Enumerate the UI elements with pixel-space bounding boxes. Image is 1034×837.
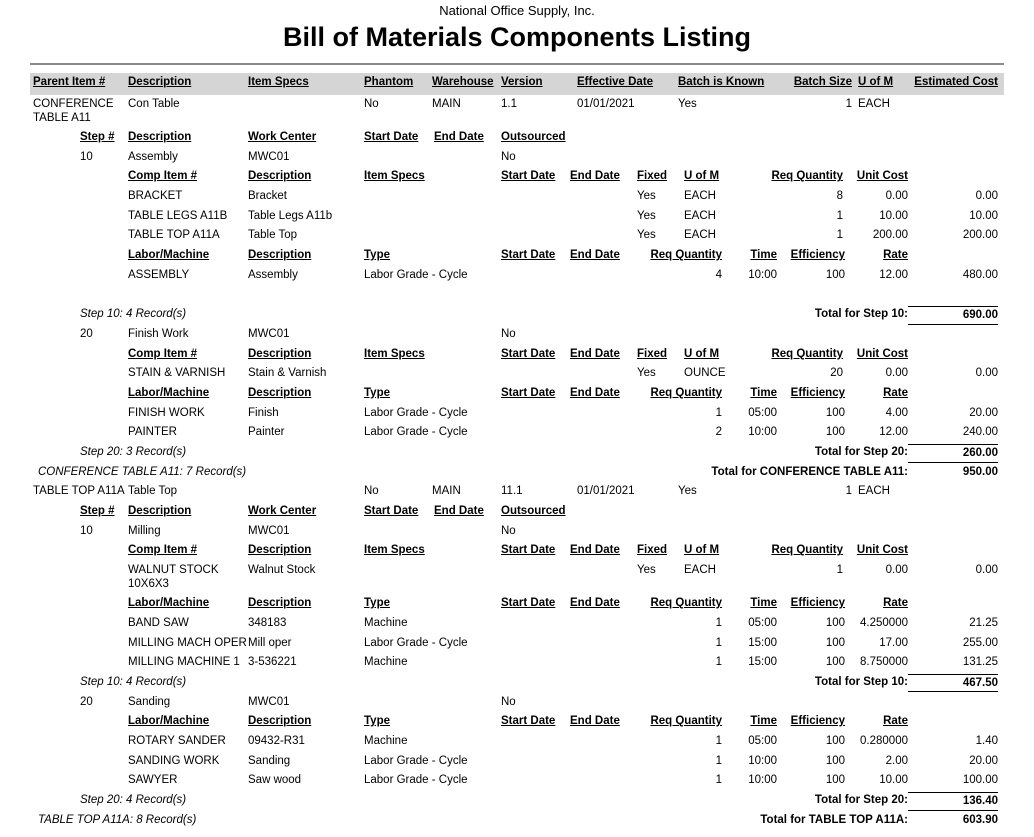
cell-phantom: No <box>364 98 379 110</box>
cell-comp: TABLE LEGS A11B <box>128 209 228 222</box>
cell-precs: TABLE TOP A11A: 8 Record(s) <box>38 813 197 826</box>
cell-cdesc: Description <box>248 347 312 360</box>
labor-row <box>30 614 1004 634</box>
cell-specs1: Item Specs <box>248 76 309 88</box>
report-body <box>0 73 1034 830</box>
cell-eff: Effective Date <box>577 76 654 88</box>
cell-ltype: Type <box>364 249 390 262</box>
cell-effi: 100 <box>825 656 845 669</box>
cell-time: 10:00 <box>748 754 777 767</box>
step-header-row <box>30 128 1004 148</box>
cell-rate: 8.750000 <box>860 656 908 669</box>
cell-lreq: Req Quantity <box>650 715 722 728</box>
cell-ced: End Date <box>570 597 620 610</box>
cell-lm: Labor/Machine <box>128 386 210 399</box>
cell-time: 15:00 <box>748 656 777 669</box>
cell-ltype: Labor Grade - Cycle <box>364 268 468 281</box>
cell-csd: Start Date <box>501 347 556 360</box>
cell-cdesc: 348183 <box>248 616 287 629</box>
cell-csd: Start Date <box>501 715 556 728</box>
cell-est: 10.00 <box>969 209 998 222</box>
cell-time: Time <box>750 715 777 728</box>
cell-creq: Req Quantity <box>771 170 843 183</box>
cell-desc1: Finish Work <box>128 327 189 340</box>
component-row <box>30 207 1004 227</box>
cell-creq: Req Quantity <box>771 544 843 557</box>
cell-creq: 8 <box>836 190 843 203</box>
cell-ltype: Machine <box>364 734 408 747</box>
cell-cdesc: Description <box>248 249 312 262</box>
cell-cdesc: Mill oper <box>248 636 292 649</box>
cell-parent: TABLE TOP A11A <box>33 485 125 498</box>
cell-lm: FINISH WORK <box>128 406 205 419</box>
cell-lm: BAND SAW <box>128 616 189 629</box>
cell-desc1: Assembly <box>128 150 178 163</box>
cell-cdesc: Walnut Stock <box>248 564 316 577</box>
labor-row <box>30 771 1004 791</box>
cell-time: Time <box>750 249 777 262</box>
cell-fixed: Yes <box>637 209 656 222</box>
cell-ltype: Machine <box>364 656 408 669</box>
cell-time: 10:00 <box>748 268 777 281</box>
cell-time: 10:00 <box>748 426 777 439</box>
cell-ltype: Type <box>364 386 390 399</box>
cell-cdesc: Saw wood <box>248 774 302 787</box>
cell-fixed: Yes <box>637 564 656 577</box>
cell-comp: STAIN & VARNISH <box>128 367 226 380</box>
cell-cdesc: 3-536221 <box>248 656 297 669</box>
cell-comp: Comp Item # <box>128 347 198 360</box>
cell-lreq: 1 <box>715 656 722 669</box>
cell-effi: 100 <box>825 406 845 419</box>
cell-est: 200.00 <box>962 229 998 242</box>
cell-lm: PAINTER <box>128 426 177 439</box>
cell-lm: Labor/Machine <box>128 597 210 610</box>
cell-rate: 2.00 <box>885 754 908 767</box>
labor-row <box>30 732 1004 752</box>
component-header-row <box>30 345 1004 365</box>
cell-creq: 1 <box>836 564 843 577</box>
cell-lm: ASSEMBLY <box>128 268 190 281</box>
cell-ced: End Date <box>570 544 620 557</box>
cell-bsize: Batch Size <box>793 76 852 88</box>
cell-est: 0.00 <box>975 367 998 380</box>
cell-ucost: 0.00 <box>885 190 908 203</box>
cell-est: 0.00 <box>975 190 998 203</box>
cell-outs: No <box>501 524 516 537</box>
cell-est: 131.25 <box>962 656 998 669</box>
cell-lreq: Req Quantity <box>650 249 722 262</box>
cell-desc1: Milling <box>128 524 161 537</box>
cell-ced: End Date <box>570 386 620 399</box>
cell-step: Step # <box>80 131 115 143</box>
table-header-row <box>30 73 1004 95</box>
step-total-row <box>30 673 1004 693</box>
cell-wc: Work Center <box>248 131 317 143</box>
cell-cuofm: EACH <box>684 209 716 222</box>
labor-row <box>30 266 1004 286</box>
cell-wc: Work Center <box>248 505 317 518</box>
cell-effi: 100 <box>825 426 845 439</box>
cell-bk: Yes <box>678 485 697 498</box>
cell-totlabel: Total for Step 10: <box>814 308 908 321</box>
cell-csd: Start Date <box>501 544 556 557</box>
cell-cuofm: U of M <box>684 347 720 360</box>
cell-uofm1: U of M <box>858 76 894 88</box>
cell-ltype: Labor Grade - Cycle <box>364 426 468 439</box>
cell-effi: 100 <box>825 268 845 281</box>
cell-outs: Outsourced <box>501 131 566 143</box>
parent-total-row <box>30 463 1004 483</box>
cell-cspecs: Item Specs <box>364 544 425 557</box>
cell-ltype: Machine <box>364 616 408 629</box>
cell-totlabel: Total for CONFERENCE TABLE A11: <box>711 465 908 478</box>
cell-ltype: Labor Grade - Cycle <box>364 774 468 787</box>
cell-wc: MWC01 <box>248 150 290 163</box>
cell-lm: MILLING MACH OPER <box>128 636 247 649</box>
cell-ltype: Type <box>364 597 390 610</box>
step-header-row <box>30 502 1004 522</box>
labor-header-row <box>30 712 1004 732</box>
cell-creq: Req Quantity <box>771 347 843 360</box>
cell-totlabel: Total for Step 20: <box>814 446 908 458</box>
cell-effi: Efficiency <box>790 386 845 399</box>
cell-cdesc: Description <box>248 544 312 557</box>
cell-lm: ROTARY SANDER <box>128 734 226 747</box>
cell-est: 480.00 <box>962 268 998 281</box>
cell-est: 1.40 <box>975 734 998 747</box>
cell-time: 15:00 <box>748 636 777 649</box>
cell-cdesc: Table Legs A11b <box>248 209 333 222</box>
cell-wc: MWC01 <box>248 695 290 708</box>
cell-cuofm: OUNCE <box>684 367 726 380</box>
cell-parent: Parent Item # <box>33 76 106 88</box>
cell-wh: MAIN <box>432 485 461 498</box>
cell-lm: SAWYER <box>128 774 178 787</box>
cell-uofm1: EACH <box>858 485 890 498</box>
cell-recs: Step 20: 4 Record(s) <box>80 794 187 806</box>
cell-est: 255.00 <box>962 636 998 649</box>
cell-ucost: 0.00 <box>885 564 908 577</box>
company-name: National Office Supply, Inc. <box>439 3 595 18</box>
cell-effi: 100 <box>825 774 845 787</box>
cell-desc1: Description <box>128 505 192 518</box>
parent-total-row <box>30 811 1004 831</box>
labor-row <box>30 634 1004 654</box>
cell-rate: 0.280000 <box>860 734 908 747</box>
cell-csd: Start Date <box>501 170 556 183</box>
cell-cdesc: Sanding <box>248 754 291 767</box>
cell-est: 690.00 <box>908 306 998 325</box>
cell-lreq: 4 <box>715 268 722 281</box>
step-total-row <box>30 443 1004 463</box>
cell-ced: End Date <box>570 715 620 728</box>
cell-est: 240.00 <box>962 426 998 439</box>
cell-bk: Batch is Known <box>678 76 765 88</box>
cell-ucost: Unit Cost <box>856 544 908 557</box>
cell-bk: Yes <box>678 98 697 110</box>
cell-recs: Step 10: 4 Record(s) <box>80 308 187 321</box>
cell-lm: Labor/Machine <box>128 249 210 262</box>
cell-creq: 1 <box>836 209 843 222</box>
cell-cdesc: Painter <box>248 426 285 439</box>
cell-ced: End Date <box>570 347 620 360</box>
cell-cdesc: Description <box>248 170 312 183</box>
cell-fixed: Yes <box>637 229 656 242</box>
cell-ced: End Date <box>570 249 620 262</box>
page-title: Bill of Materials Components Listing <box>282 22 752 52</box>
cell-time: 05:00 <box>748 734 777 747</box>
top-rule-divider <box>30 63 1004 65</box>
cell-ed1: End Date <box>434 505 484 518</box>
step-row <box>30 693 1004 713</box>
cell-ucost: 200.00 <box>872 229 908 242</box>
cell-ver: 1.1 <box>501 98 517 110</box>
cell-rate: 10.00 <box>879 774 908 787</box>
cell-step: 10 <box>80 150 93 163</box>
labor-row <box>30 653 1004 673</box>
labor-header-row <box>30 384 1004 404</box>
cell-est: 136.40 <box>908 792 998 811</box>
cell-csd: Start Date <box>501 386 556 399</box>
cell-fixed: Yes <box>637 190 656 203</box>
cell-est: 467.50 <box>908 674 998 693</box>
component-row <box>30 364 1004 384</box>
cell-time: Time <box>750 597 777 610</box>
cell-cdesc: 09432-R31 <box>248 734 305 747</box>
cell-lm: MILLING MACHINE 1 <box>128 656 240 669</box>
cell-recs: Step 10: 4 Record(s) <box>80 675 187 688</box>
cell-ltype: Labor Grade - Cycle <box>364 754 468 767</box>
cell-est: Estimated Cost <box>914 76 998 88</box>
cell-effi: Efficiency <box>790 249 845 262</box>
cell-est: 0.00 <box>975 564 998 577</box>
cell-uofm1: EACH <box>858 98 890 110</box>
labor-header-row <box>30 594 1004 614</box>
cell-est: 21.25 <box>969 616 998 629</box>
cell-effi: 100 <box>825 636 845 649</box>
cell-ucost: 0.00 <box>885 367 908 380</box>
cell-lreq: 1 <box>715 636 722 649</box>
cell-ver: Version <box>501 76 543 88</box>
cell-desc1: Con Table <box>128 98 180 110</box>
cell-desc1: Description <box>128 131 192 143</box>
cell-step: 20 <box>80 695 93 708</box>
step-row <box>30 325 1004 345</box>
step-total-row <box>30 305 1004 325</box>
cell-eff: 01/01/2021 <box>577 485 635 498</box>
cell-est: 950.00 <box>962 465 998 478</box>
cell-fixed: Fixed <box>637 347 668 360</box>
cell-fixed: Fixed <box>637 170 668 183</box>
component-row <box>30 226 1004 246</box>
component-row <box>30 187 1004 207</box>
cell-lreq: 1 <box>715 734 722 747</box>
cell-effi: 100 <box>825 734 845 747</box>
cell-phantom: Phantom <box>364 76 414 88</box>
labor-row <box>30 404 1004 424</box>
cell-effi: Efficiency <box>790 597 845 610</box>
cell-ucost: Unit Cost <box>856 170 908 183</box>
cell-rate: 4.00 <box>885 406 908 419</box>
cell-desc1: Sanding <box>128 695 171 708</box>
cell-lm: Labor/Machine <box>128 715 210 728</box>
cell-cuofm: EACH <box>684 564 716 577</box>
cell-ucost: Unit Cost <box>856 347 908 360</box>
cell-desc1: Table Top <box>128 485 178 498</box>
cell-bsize: 1 <box>845 485 852 498</box>
cell-effi: 100 <box>825 754 845 767</box>
cell-step: 10 <box>80 524 93 537</box>
cell-totlabel: Total for Step 20: <box>814 794 908 806</box>
cell-cuofm: U of M <box>684 170 720 183</box>
cell-cdesc: Description <box>248 386 312 399</box>
labor-header-row <box>30 246 1004 266</box>
cell-eff: 01/01/2021 <box>577 98 635 110</box>
labor-row <box>30 752 1004 772</box>
cell-totlabel: Total for Step 10: <box>814 675 908 688</box>
cell-wc: MWC01 <box>248 524 290 537</box>
cell-rate: Rate <box>883 386 908 399</box>
cell-ltype: Type <box>364 715 390 728</box>
cell-effi: 100 <box>825 616 845 629</box>
cell-lm: SANDING WORK <box>128 754 220 767</box>
cell-cspecs: Item Specs <box>364 347 425 360</box>
cell-ver: 11.1 <box>501 485 523 498</box>
cell-wh: MAIN <box>432 98 461 110</box>
cell-effi: Efficiency <box>790 715 845 728</box>
cell-outs: Outsourced <box>501 505 566 518</box>
cell-rate: Rate <box>883 597 908 610</box>
step-row <box>30 522 1004 542</box>
cell-wc: MWC01 <box>248 327 290 340</box>
cell-lreq: Req Quantity <box>650 386 722 399</box>
cell-rate: 4.250000 <box>860 616 908 629</box>
cell-ltype: Labor Grade - Cycle <box>364 406 468 419</box>
cell-cspecs: Item Specs <box>364 170 425 183</box>
cell-time: 10:00 <box>748 774 777 787</box>
cell-time: Time <box>750 386 777 399</box>
cell-creq: 1 <box>836 229 843 242</box>
cell-rate: Rate <box>883 715 908 728</box>
cell-outs: No <box>501 695 516 708</box>
cell-est: 20.00 <box>969 406 998 419</box>
cell-rate: Rate <box>883 249 908 262</box>
step-row <box>30 148 1004 168</box>
cell-est: 603.90 <box>962 813 998 826</box>
cell-outs: No <box>501 150 516 163</box>
cell-fixed: Fixed <box>637 544 668 557</box>
cell-est: 100.00 <box>962 774 998 787</box>
component-header-row <box>30 167 1004 187</box>
step-total-row <box>30 791 1004 811</box>
cell-cuofm: EACH <box>684 229 716 242</box>
cell-est: 20.00 <box>969 754 998 767</box>
cell-csd: Start Date <box>501 249 556 262</box>
parent-item-row <box>30 482 1004 502</box>
cell-comp: WALNUT STOCK 10X6X3 <box>128 564 219 590</box>
cell-csd: Start Date <box>501 597 556 610</box>
cell-fixed: Yes <box>637 367 656 380</box>
component-header-row <box>30 541 1004 561</box>
cell-cdesc: Table Top <box>248 229 298 242</box>
cell-ltype: Labor Grade - Cycle <box>364 636 468 649</box>
cell-rate: 17.00 <box>879 636 908 649</box>
cell-sd1: Start Date <box>364 505 419 518</box>
cell-ed1: End Date <box>434 131 484 143</box>
cell-comp: Comp Item # <box>128 544 198 557</box>
cell-cdesc: Description <box>248 597 312 610</box>
component-row <box>30 561 1004 594</box>
cell-precs: CONFERENCE TABLE A11: 7 Record(s) <box>38 465 247 478</box>
cell-totlabel: Total for TABLE TOP A11A: <box>760 813 908 826</box>
labor-row <box>30 423 1004 443</box>
cell-lreq: 1 <box>715 774 722 787</box>
cell-time: 05:00 <box>748 406 777 419</box>
cell-cdesc: Finish <box>248 406 279 419</box>
cell-comp: BRACKET <box>128 190 183 203</box>
cell-wh: Warehouse <box>432 76 494 88</box>
cell-creq: 20 <box>830 367 843 380</box>
cell-sd1: Start Date <box>364 131 419 143</box>
cell-cuofm: U of M <box>684 544 720 557</box>
cell-time: 05:00 <box>748 616 777 629</box>
cell-lreq: 1 <box>715 406 722 419</box>
cell-comp: TABLE TOP A11A <box>128 229 220 242</box>
cell-cuofm: EACH <box>684 190 716 203</box>
cell-lreq: 1 <box>715 754 722 767</box>
cell-cdesc: Description <box>248 715 312 728</box>
cell-ucost: 10.00 <box>879 209 908 222</box>
cell-lreq: 1 <box>715 616 722 629</box>
cell-lreq: 2 <box>715 426 722 439</box>
cell-ced: End Date <box>570 170 620 183</box>
cell-phantom: No <box>364 485 379 498</box>
parent-item-row <box>30 95 1004 128</box>
spacer-row <box>30 286 1004 306</box>
cell-step: 20 <box>80 327 93 340</box>
cell-step: Step # <box>80 505 115 518</box>
cell-outs: No <box>501 327 516 340</box>
cell-rate: 12.00 <box>879 426 908 439</box>
cell-bsize: 1 <box>845 98 852 110</box>
cell-recs: Step 20: 3 Record(s) <box>80 446 187 458</box>
cell-comp: Comp Item # <box>128 170 198 183</box>
cell-cdesc: Bracket <box>248 190 287 203</box>
cell-desc1: Description <box>128 76 192 88</box>
cell-lreq: Req Quantity <box>650 597 722 610</box>
cell-est: 260.00 <box>908 444 998 463</box>
cell-rate: 12.00 <box>879 268 908 281</box>
cell-cdesc: Stain & Varnish <box>248 367 327 380</box>
cell-cdesc: Assembly <box>248 268 298 281</box>
cell-parent: CONFERENCE TABLE A11 <box>33 98 114 124</box>
